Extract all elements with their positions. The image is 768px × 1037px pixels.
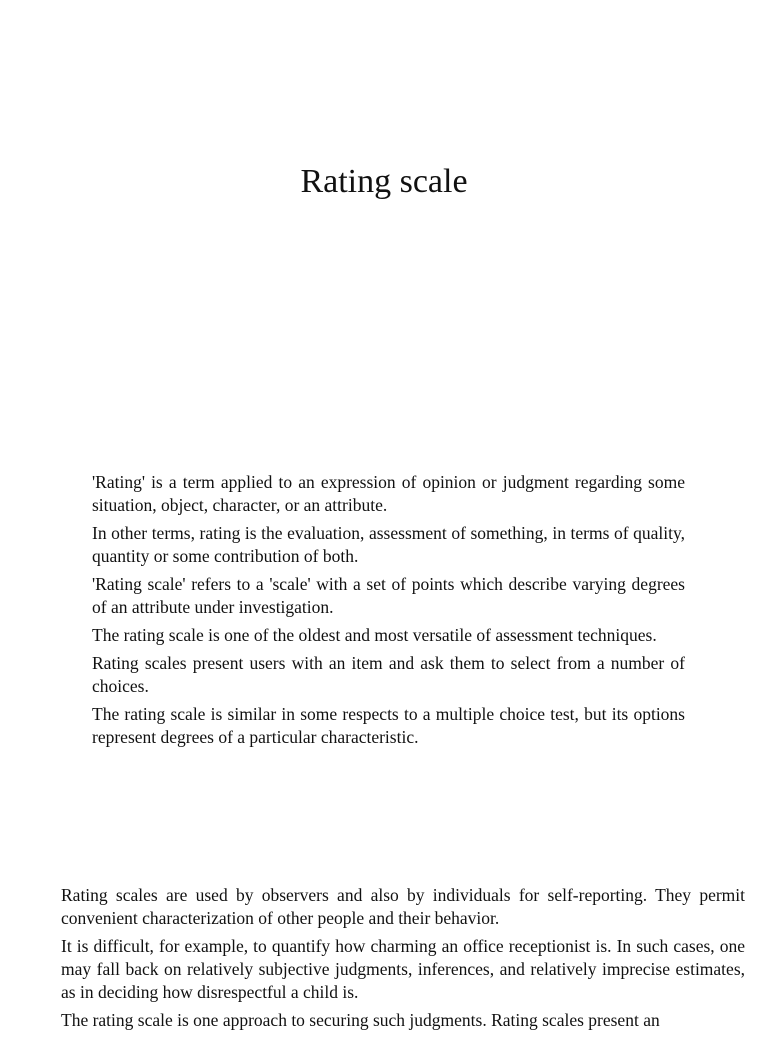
paragraph: 'Rating' is a term applied to an expression of opinion or judgment regarding some situation, object, character, or an attribute. [92, 472, 685, 515]
definition-section [92, 471, 685, 754]
paragraph: Rating scales present users with an item and ask them to select from a number of choices. [92, 653, 685, 696]
paragraph: The rating scale is one of the oldest and most versatile of assessment techniques. [92, 625, 657, 645]
paragraph: The rating scale is one approach to securing such judgments. Rating scales present an [61, 1010, 660, 1030]
paragraph: 'Rating scale' refers to a 'scale' with a set of points which describe varying degrees of an attribute under investigation. [92, 574, 685, 617]
paragraph: Rating scales are used by observers and also by individuals for self-reporting. They permit convenient characterization of other people and their behavior. [61, 885, 745, 928]
paragraph: The rating scale is similar in some respects to a multiple choice test, but its options represent degrees of a particular characteristic. [92, 704, 685, 747]
paragraph: It is difficult, for example, to quantify how charming an office receptionist is. In such cases, one may fall back on relatively subjective judgments, inferences, and relatively imprecise estimates, as in deciding how disrespectful a child is. [61, 936, 745, 1002]
paragraph: In other terms, rating is the evaluation, assessment of something, in terms of quality, quantity or some contribution of both. [92, 523, 685, 566]
page-title: Rating scale [300, 163, 468, 200]
usage-section [61, 884, 745, 1037]
